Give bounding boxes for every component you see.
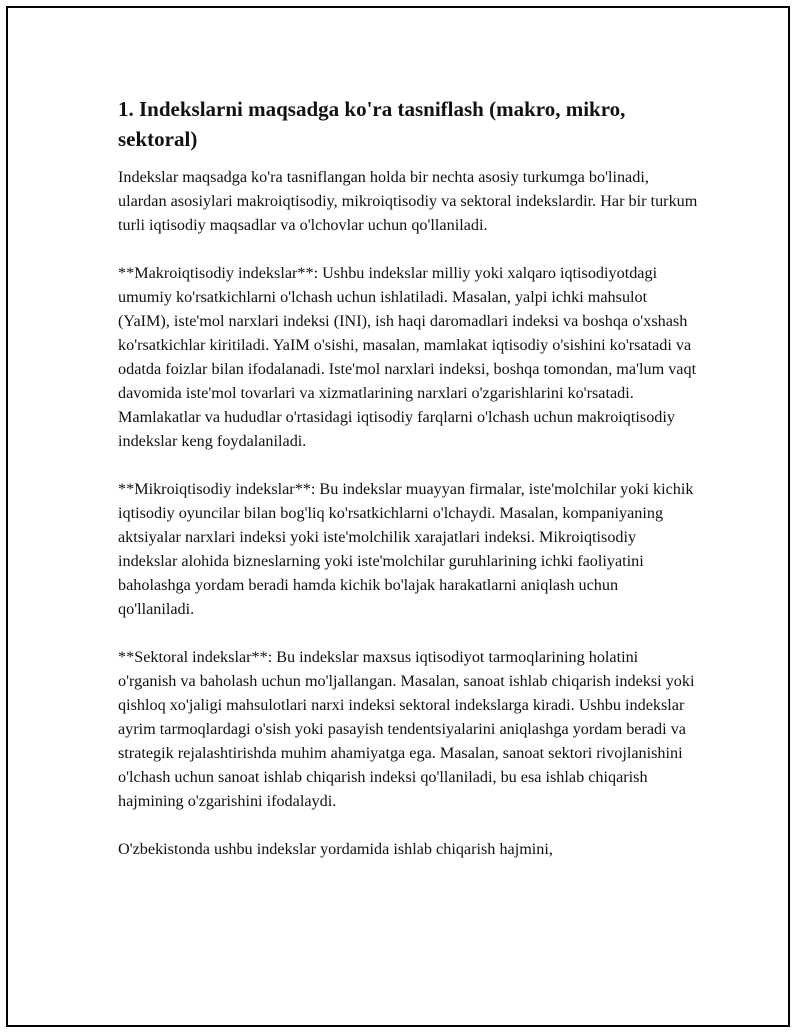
section-heading: 1. Indekslarni maqsadga ko'ra tasniflash (makro, mikro, sektoral): [118, 97, 626, 151]
paragraph-sectoral-indices: **Sektoral indekslar**: Bu indekslar maxsus iqtisodiyot tarmoqlarining holatini o'rganish va baholash uchun mo'ljallangan. Masalan, sanoat ishlab chiqarish indeksi yoki qishloq xo'jaligi mahsulotlari narxi indeksi sektoral indekslarga kiradi. Ushbu indekslar ayrim tarmoqlardagi o'sish yoki pasayish tendentsiyalarini aniqlashga yordam beradi va strategik rejalashtirishda muhim ahamiyatga ega. Masalan, sanoat sektori rivojlanishini o'lchash uchun sanoat ishlab chiqarish indeksi qo'llaniladi, bu esa ishlab chiqarish hajmining o'zgarishini ifodalaydi.: [118, 648, 695, 810]
document-body: [118, 94, 698, 885]
paragraph-micro-indices: **Mikroiqtisodiy indekslar**: Bu indekslar muayyan firmalar, iste'molchilar yoki kichik iqtisodiy oyuncilar bilan bog'liq ko'rsatkichlarni o'lchaydi. Masalan, kompaniyaning aktsiyalar narxlari indeksi yoki iste'molchilik xarajatlari indeksi. Mikroiqtisodiy indekslar alohida bizneslarning yoki iste'molchilar guruhlarining ichki faoliyatini baholashga yordam beradi hamda kichik bo'lajak harakatlarni aniqlash uchun qo'llaniladi.: [118, 480, 694, 618]
paragraph-uzbekistan: O'zbekistonda ushbu indekslar yordamida ishlab chiqarish hajmini,: [118, 840, 553, 858]
paragraph-intro: Indekslar maqsadga ko'ra tasniflangan holda bir nechta asosiy turkumga bo'linadi, ulardan asosiylari makroiqtisodiy, mikroiqtisodiy va sektoral indekslardir. Har bir turkum turli iqtisodiy maqsadlar va o'lchovlar uchun qo'llaniladi.: [118, 168, 698, 234]
paragraph-macro-indices: **Makroiqtisodiy indekslar**: Ushbu indekslar milliy yoki xalqaro iqtisodiyotdagi umumiy ko'rsatkichlarni o'lchash uchun ishlatiladi. Masalan, yalpi ichki mahsulot (YaIM), iste'mol narxlari indeksi (INI), ish haqi daromadlari indeksi va boshqa o'xshash ko'rsatkichlar kiritiladi. YaIM o'sishi, masalan, mamlakat iqtisodiy o'sishini ko'rsatadi va odatda foizlar bilan ifodalanadi. Iste'mol narxlari indeksi, boshqa tomondan, ma'lum vaqt davomida iste'mol tovarlari va xizmatlarining narxlari o'zgarishlarini ko'rsatadi. Mamlakatlar va hududlar o'rtasidagi iqtisodiy farqlarni o'lchash uchun makroiqtisodiy indekslar keng foydalaniladi.: [118, 264, 697, 450]
